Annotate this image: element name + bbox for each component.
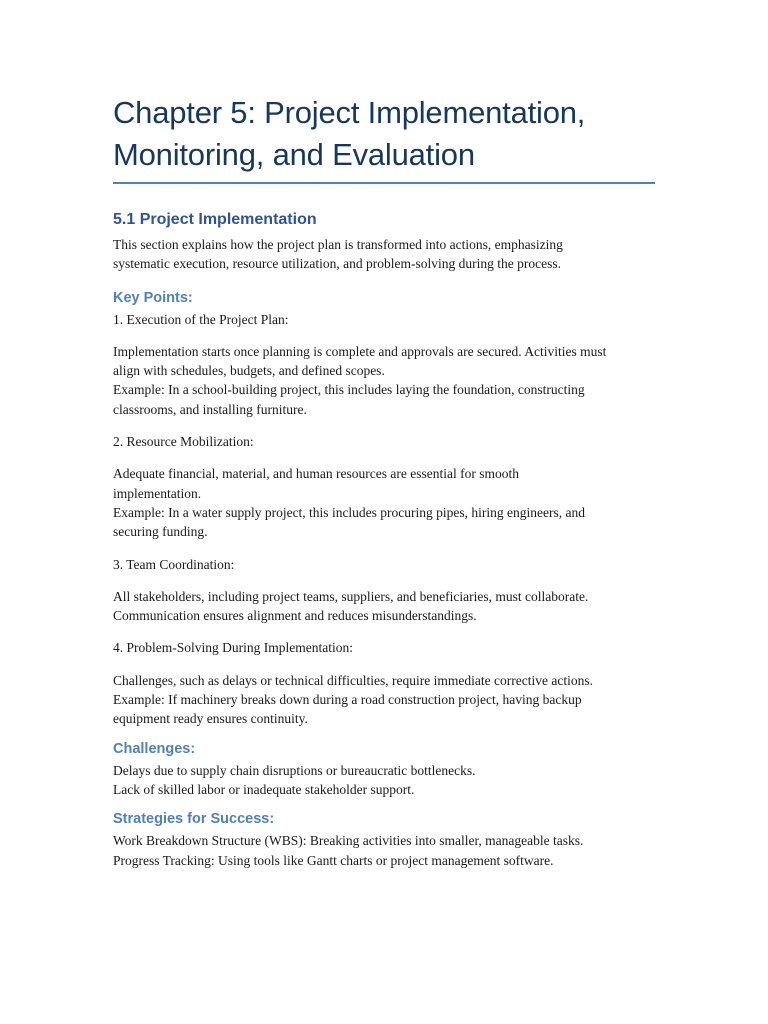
section-intro-line-2: systematic execution, resource utilization, and problem-solving during the process. xyxy=(113,256,562,272)
chapter-title xyxy=(113,92,633,182)
key-points-heading: Key Points: xyxy=(113,289,193,306)
key-point-1-line-3: Example: In a school-building project, this includes laying the foundation, constructing xyxy=(113,382,585,398)
section-heading: 5.1 Project Implementation xyxy=(113,211,317,228)
strategies-heading: Strategies for Success: xyxy=(113,811,275,828)
key-point-3-line-2: Communication ensures alignment and reduces misunderstandings. xyxy=(113,608,477,624)
key-point-4-line-2: Example: If machinery breaks down during a road construction project, having backup xyxy=(113,692,582,708)
key-point-4-line-3: equipment ready ensures continuity. xyxy=(113,711,308,727)
challenge-line-1: Delays due to supply chain disruptions or bureaucratic bottlenecks. xyxy=(113,762,476,778)
chapter-title-line-2: Monitoring, and Evaluation xyxy=(113,137,475,172)
key-point-4-line-1: Challenges, such as delays or technical difficulties, require immediate corrective actions. xyxy=(113,672,593,688)
strategy-line-1: Work Breakdown Structure (WBS): Breaking activities into smaller, manageable tasks. xyxy=(113,833,584,849)
key-point-1-body xyxy=(113,342,633,419)
challenges-heading: Challenges: xyxy=(113,740,196,757)
strategy-line-2: Progress Tracking: Using tools like Gantt charts or project management software. xyxy=(113,852,554,868)
key-point-1-line-1: Implementation starts once planning is complete and approvals are secured. Activities must xyxy=(113,343,607,359)
section-intro xyxy=(113,235,633,274)
key-point-4-title: 4. Problem-Solving During Implementation: xyxy=(113,640,353,656)
key-point-2-line-2: implementation. xyxy=(113,485,202,501)
section-intro-line-1: This section explains how the project plan is transformed into actions, emphasizing xyxy=(113,237,563,252)
key-point-2-body xyxy=(113,464,633,541)
key-point-1-line-4: classrooms, and installing furniture. xyxy=(113,401,307,417)
key-point-1-title: 1. Execution of the Project Plan: xyxy=(113,311,289,327)
key-point-3-body xyxy=(113,587,633,626)
key-point-2-title: 2. Resource Mobilization: xyxy=(113,434,254,450)
key-point-2-line-1: Adequate financial, material, and human resources are essential for smooth xyxy=(113,466,519,482)
key-point-3-line-1: All stakeholders, including project teams, suppliers, and beneficiaries, must collaborate. xyxy=(113,588,589,604)
key-point-1-line-2: align with schedules, budgets, and defined scopes. xyxy=(113,363,385,379)
document-page xyxy=(113,92,633,870)
chapter-title-line-1: Chapter 5: Project Implementation, xyxy=(113,95,586,130)
key-point-3-title: 3. Team Coordination: xyxy=(113,556,235,572)
key-point-4-body xyxy=(113,671,633,729)
key-point-2-line-4: securing funding. xyxy=(113,524,208,540)
challenges-body xyxy=(113,761,633,800)
challenge-line-2: Lack of skilled labor or inadequate stakeholder support. xyxy=(113,781,415,797)
title-underline-rule xyxy=(113,182,655,184)
strategies-body xyxy=(113,831,633,870)
key-point-2-line-3: Example: In a water supply project, this includes procuring pipes, hiring engineers, and xyxy=(113,504,585,520)
